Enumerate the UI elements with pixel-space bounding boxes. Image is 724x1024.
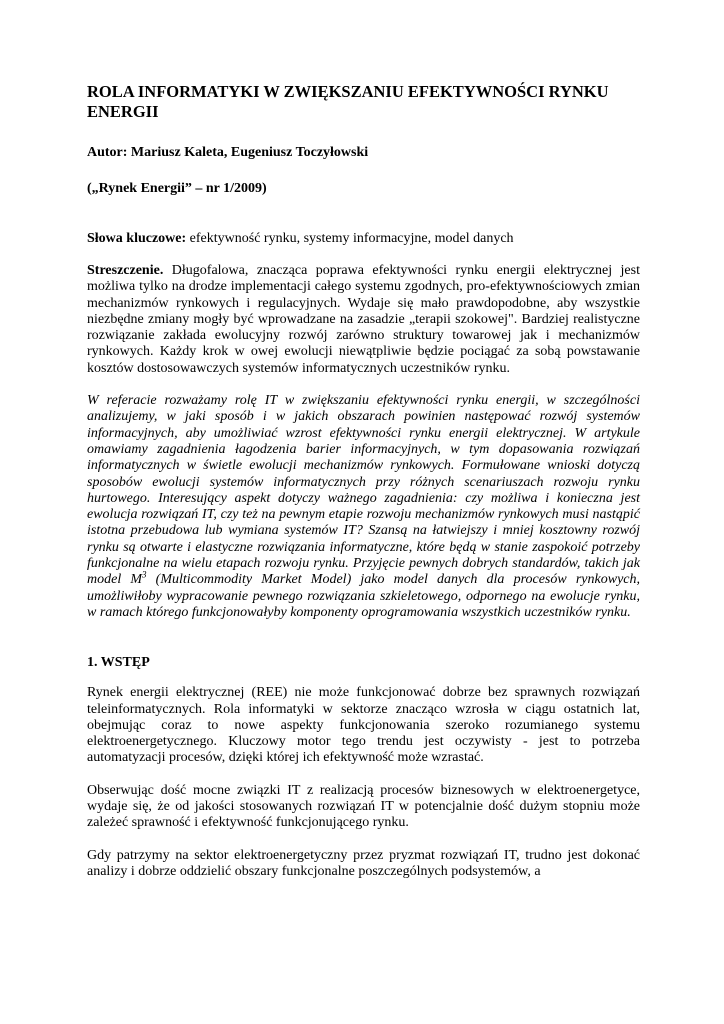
section-paragraph: Obserwując dość mocne związki IT z realizacją procesów biznesowych w elektroenergetyce, wydaje się, że od jakości stosowanych rozwiązań IT w potencjalnie dość dużym stopniu może zależeć sprawność i efektywność funkcjonującego rynku. xyxy=(87,782,640,831)
keywords-label: Słowa kluczowe: xyxy=(87,231,187,246)
section-heading: 1. WSTĘP xyxy=(87,655,150,671)
abstract-paragraph xyxy=(87,263,640,377)
italic-abstract-part1: W referacie rozważamy rolę IT w zwiększaniu efektywności rynku energii, w szczególności analizujemy, w jaki sposób i w jakich obszarach powinien następować rozwój systemów informacyjnych, aby umożliwiać wzrost efektywności rynku energii elektrycznej. W artykule omawiamy zagadnienia łagodzenia barier informacyjnych, w tym dopasowania rozwiązań informatycznych w świetle ewolucji mechanizmów rynkowych. Formułowane wnioski dotyczą sposobów ewolucji systemów informatycznych przy różnych scenariuszach rozwoju rynku hurtowego. Interesujący aspekt dotyczy ważnego zagadnienia: czy możliwa i konieczna jest ewolucja rozwiązań IT, czy też na pewnym etapie rozwoju mechanizmów rynkowych musi nastąpić istotna przebudowa lub wymiana systemów IT? Szansą na łatwiejszy i mniej kosztowny rozwój rynku są otwarte i elastyczne rozwiązania informatyczne, które będą w stanie zaspokoić potrzeby funkcjonalne na wielu etapach rozwoju rynku. Przyjęcie pewnych dobrych standardów, takich jak model M xyxy=(87,393,640,588)
author-line: Autor: Mariusz Kaleta, Eugeniusz Toczyłowski xyxy=(87,145,369,160)
paper-title: ROLA INFORMATYKI W ZWIĘKSZANIU EFEKTYWNOŚCI RYNKU ENERGII xyxy=(87,82,609,121)
keywords-text: efektywność rynku, systemy informacyjne, model danych xyxy=(186,231,514,246)
italic-abstract-part2: (Multicommodity Market Model) jako model danych dla procesów rynkowych, umożliwiłoby wypracowanie pewnego rozwiązania szkieletowego, odpornego na ewolucje rynku, w ramach którego funkcjonowałyby komponenty oprogramowania wszystkich uczestników rynku. xyxy=(87,572,640,620)
abstract-text: Długofalowa, znacząca poprawa efektywności rynku energii elektrycznej jest możliwa tylko na drodze implementacji całego systemu zgodnych, pro-efektywnościowych zmian mechanizmów rynkowych i regulacyjnych. Wydaje się mało prawdopodobne, aby wszystkie niezbędne zmiany mogły być wprowadzane na zasadzie „terapii szokowej". Bardziej realistyczne rozwiązanie zakłada ewolucyjny rozwój zarówno struktury towarowej jak i mechanizmów rynkowych. Każdy krok w owej ewolucji niewątpliwie będzie pociągać za sobą powstawanie kosztów dostosowawczych systemów informatycznych uczestników rynku. xyxy=(87,263,640,376)
superscript-3: 3 xyxy=(142,569,147,580)
publication-source: („Rynek Energii” – nr 1/2009) xyxy=(87,181,267,196)
abstract-label: Streszczenie. xyxy=(87,263,164,278)
section-paragraph: Rynek energii elektrycznej (REE) nie może funkcjonować dobrze bez sprawnych rozwiązań teleinformatycznych. Rola informatyki w sektorze znacząco wzrosła w ciągu ostatnich lat, obejmując coraz to nowe aspekty funkcjonowania szeroko rozumianego systemu elektroenergetycznego. Kluczowy motor tego trendu jest oczywisty - jest to potrzeba automatyzacji procesów, dzięki której ich efektywność może wzrastać. xyxy=(87,685,640,766)
keywords-line xyxy=(87,230,640,247)
section-paragraph: Gdy patrzymy na sektor elektroenergetyczny przez pryzmat rozwiązań IT, trudno jest dokonać analizy i dobrze oddzielić obszary funkcjonalne poszczególnych podsystemów, a xyxy=(87,847,640,879)
document-page xyxy=(87,82,640,880)
italic-abstract-paragraph xyxy=(87,393,640,621)
